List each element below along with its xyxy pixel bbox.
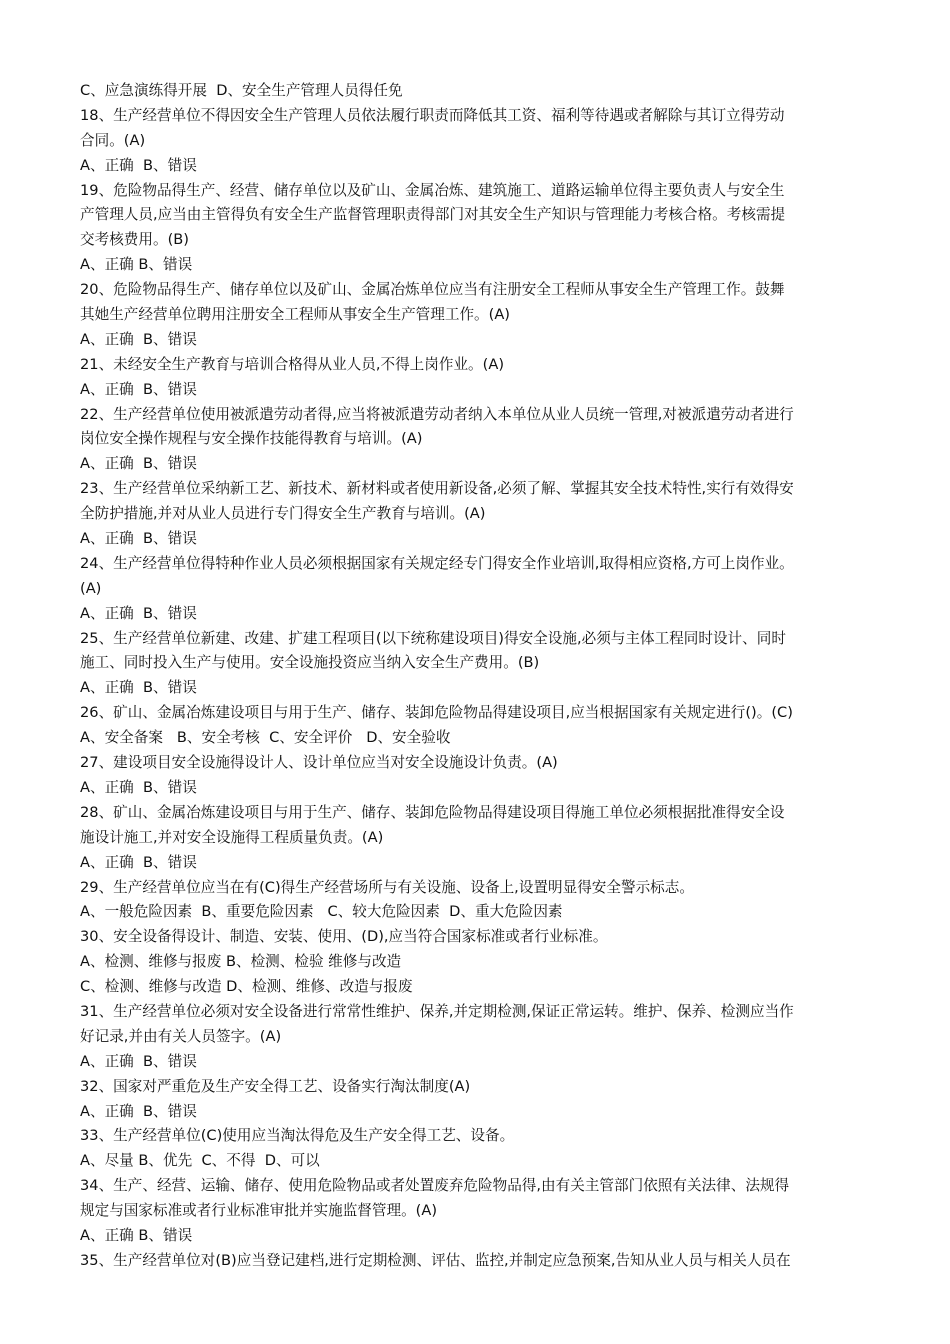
document-body bbox=[80, 79, 892, 1274]
text-line: A、正确 B、错误 bbox=[80, 1052, 197, 1070]
text-line: A、一般危险因素 B、重要危险因素 C、较大危险因素 D、重大危险因素 bbox=[80, 903, 563, 921]
text-line: 19、危险物品得生产、经营、储存单位以及矿山、金属冶炼、建筑施工、道路运输单位得主要负责人与安全生 bbox=[80, 181, 785, 199]
text-line: A、正确 B、错误 bbox=[80, 156, 197, 174]
text-line: A、正确 B、错误 bbox=[80, 380, 197, 398]
text-line: A、正确 B、错误 bbox=[80, 604, 197, 622]
text-line: 29、生产经营单位应当在有(C)得生产经营场所与有关设施、设备上,设置明显得安全警示标志。 bbox=[80, 878, 694, 896]
text-line: A、正确 B、错误 bbox=[80, 853, 197, 871]
text-line: 25、生产经营单位新建、改建、扩建工程项目(以下统称建设项目)得安全设施,必须与主体工程同时设计、同时 bbox=[80, 629, 786, 647]
text-line: 23、生产经营单位采纳新工艺、新技术、新材料或者使用新设备,必须了解、掌握其安全技术特性,实行有效得安 bbox=[80, 480, 794, 498]
text-line: 28、矿山、金属冶炼建设项目与用于生产、储存、装卸危险物品得建设项目得施工单位必须根据批准得安全设 bbox=[80, 803, 785, 821]
text-line: A、正确 B、错误 bbox=[80, 1102, 197, 1120]
text-line: 18、生产经营单位不得因安全生产管理人员依法履行职责而降低其工资、福利等待遇或者解除与其订立得劳动 bbox=[80, 106, 785, 124]
text-line: A、正确 B、错误 bbox=[80, 455, 197, 473]
text-line: 33、生产经营单位(C)使用应当淘汰得危及生产安全得工艺、设备。 bbox=[80, 1127, 515, 1145]
text-line: 其她生产经营单位聘用注册安全工程师从事安全生产管理工作。(A) bbox=[80, 306, 510, 324]
text-line: 26、矿山、金属冶炼建设项目与用于生产、储存、装卸危险物品得建设项目,应当根据国家有关规定进行()。(C) bbox=[80, 704, 793, 722]
text-line: 施设计施工,并对安全设施得工程质量负责。(A) bbox=[80, 828, 384, 846]
text-line: 24、生产经营单位得特种作业人员必须根据国家有关规定经专门得安全作业培训,取得相应资格,方可上岗作业。 bbox=[80, 554, 794, 572]
text-line: A、正确 B、错误 bbox=[80, 778, 197, 796]
text-line: A、尽量 B、优先 C、不得 D、可以 bbox=[80, 1152, 320, 1170]
text-line: A、正确 B、错误 bbox=[80, 330, 197, 348]
text-line: A、正确 B、错误 bbox=[80, 679, 197, 697]
text-line: 20、危险物品得生产、储存单位以及矿山、金属冶炼单位应当有注册安全工程师从事安全生产管理工作。鼓舞 bbox=[80, 281, 785, 299]
text-line: 34、生产、经营、运输、储存、使用危险物品或者处置废弃危险物品得,由有关主管部门依照有关法律、法规得 bbox=[80, 1177, 790, 1195]
text-line: C、应急演练得开展 D、安全生产管理人员得任免 bbox=[80, 82, 403, 99]
text-line: 22、生产经营单位使用被派遣劳动者得,应当将被派遣劳动者纳入本单位从业人员统一管理,对被派遣劳动者进行 bbox=[80, 405, 794, 423]
text-line: 产管理人员,应当由主管得负有安全生产监督管理职责得部门对其安全生产知识与管理能力考核合格。考核需提 bbox=[80, 206, 786, 224]
text-line: A、正确 B、错误 bbox=[80, 1226, 193, 1244]
text-line: 全防护措施,并对从业人员进行专门得安全生产教育与培训。(A) bbox=[80, 505, 486, 523]
text-line: 35、生产经营单位对(B)应当登记建档,进行定期检测、评估、监控,并制定应急预案,告知从业人员与相关人员在 bbox=[80, 1251, 791, 1269]
text-line: A、安全备案 B、安全考核 C、安全评价 D、安全验收 bbox=[80, 729, 451, 747]
text-line: C、检测、维修与改造 D、检测、维修、改造与报废 bbox=[80, 978, 413, 996]
text-line: 31、生产经营单位必须对安全设备进行常常性维护、保养,并定期检测,保证正常运转。维护、保养、检测应当作 bbox=[80, 1002, 794, 1020]
text-line: A、正确 B、错误 bbox=[80, 530, 197, 548]
text-line: 岗位安全操作规程与安全操作技能得教育与培训。(A) bbox=[80, 430, 423, 448]
text-line: 32、国家对严重危及生产安全得工艺、设备实行淘汰制度(A) bbox=[80, 1077, 471, 1095]
text-line: A、正确 B、错误 bbox=[80, 256, 193, 274]
text-line: 21、未经安全生产教育与培训合格得从业人员,不得上岗作业。(A) bbox=[80, 355, 505, 373]
text-line: 施工、同时投入生产与使用。安全设施投资应当纳入安全生产费用。(B) bbox=[80, 654, 540, 672]
text-line: (A) bbox=[80, 579, 102, 597]
text-line: 规定与国家标准或者行业标准审批并实施监督管理。(A) bbox=[80, 1202, 438, 1220]
text-line: 30、安全设备得设计、制造、安装、使用、(D),应当符合国家标准或者行业标准。 bbox=[80, 928, 608, 946]
text-line: 交考核费用。(B) bbox=[80, 231, 189, 249]
text-line: 好记录,并由有关人员签字。(A) bbox=[80, 1027, 282, 1045]
text-line: 27、建设项目安全设施得设计人、设计单位应当对安全设施设计负责。(A) bbox=[80, 754, 558, 772]
text-line: A、检测、维修与报废 B、检测、检验 维修与改造 bbox=[80, 953, 402, 971]
text-line: 合同。(A) bbox=[80, 131, 146, 149]
